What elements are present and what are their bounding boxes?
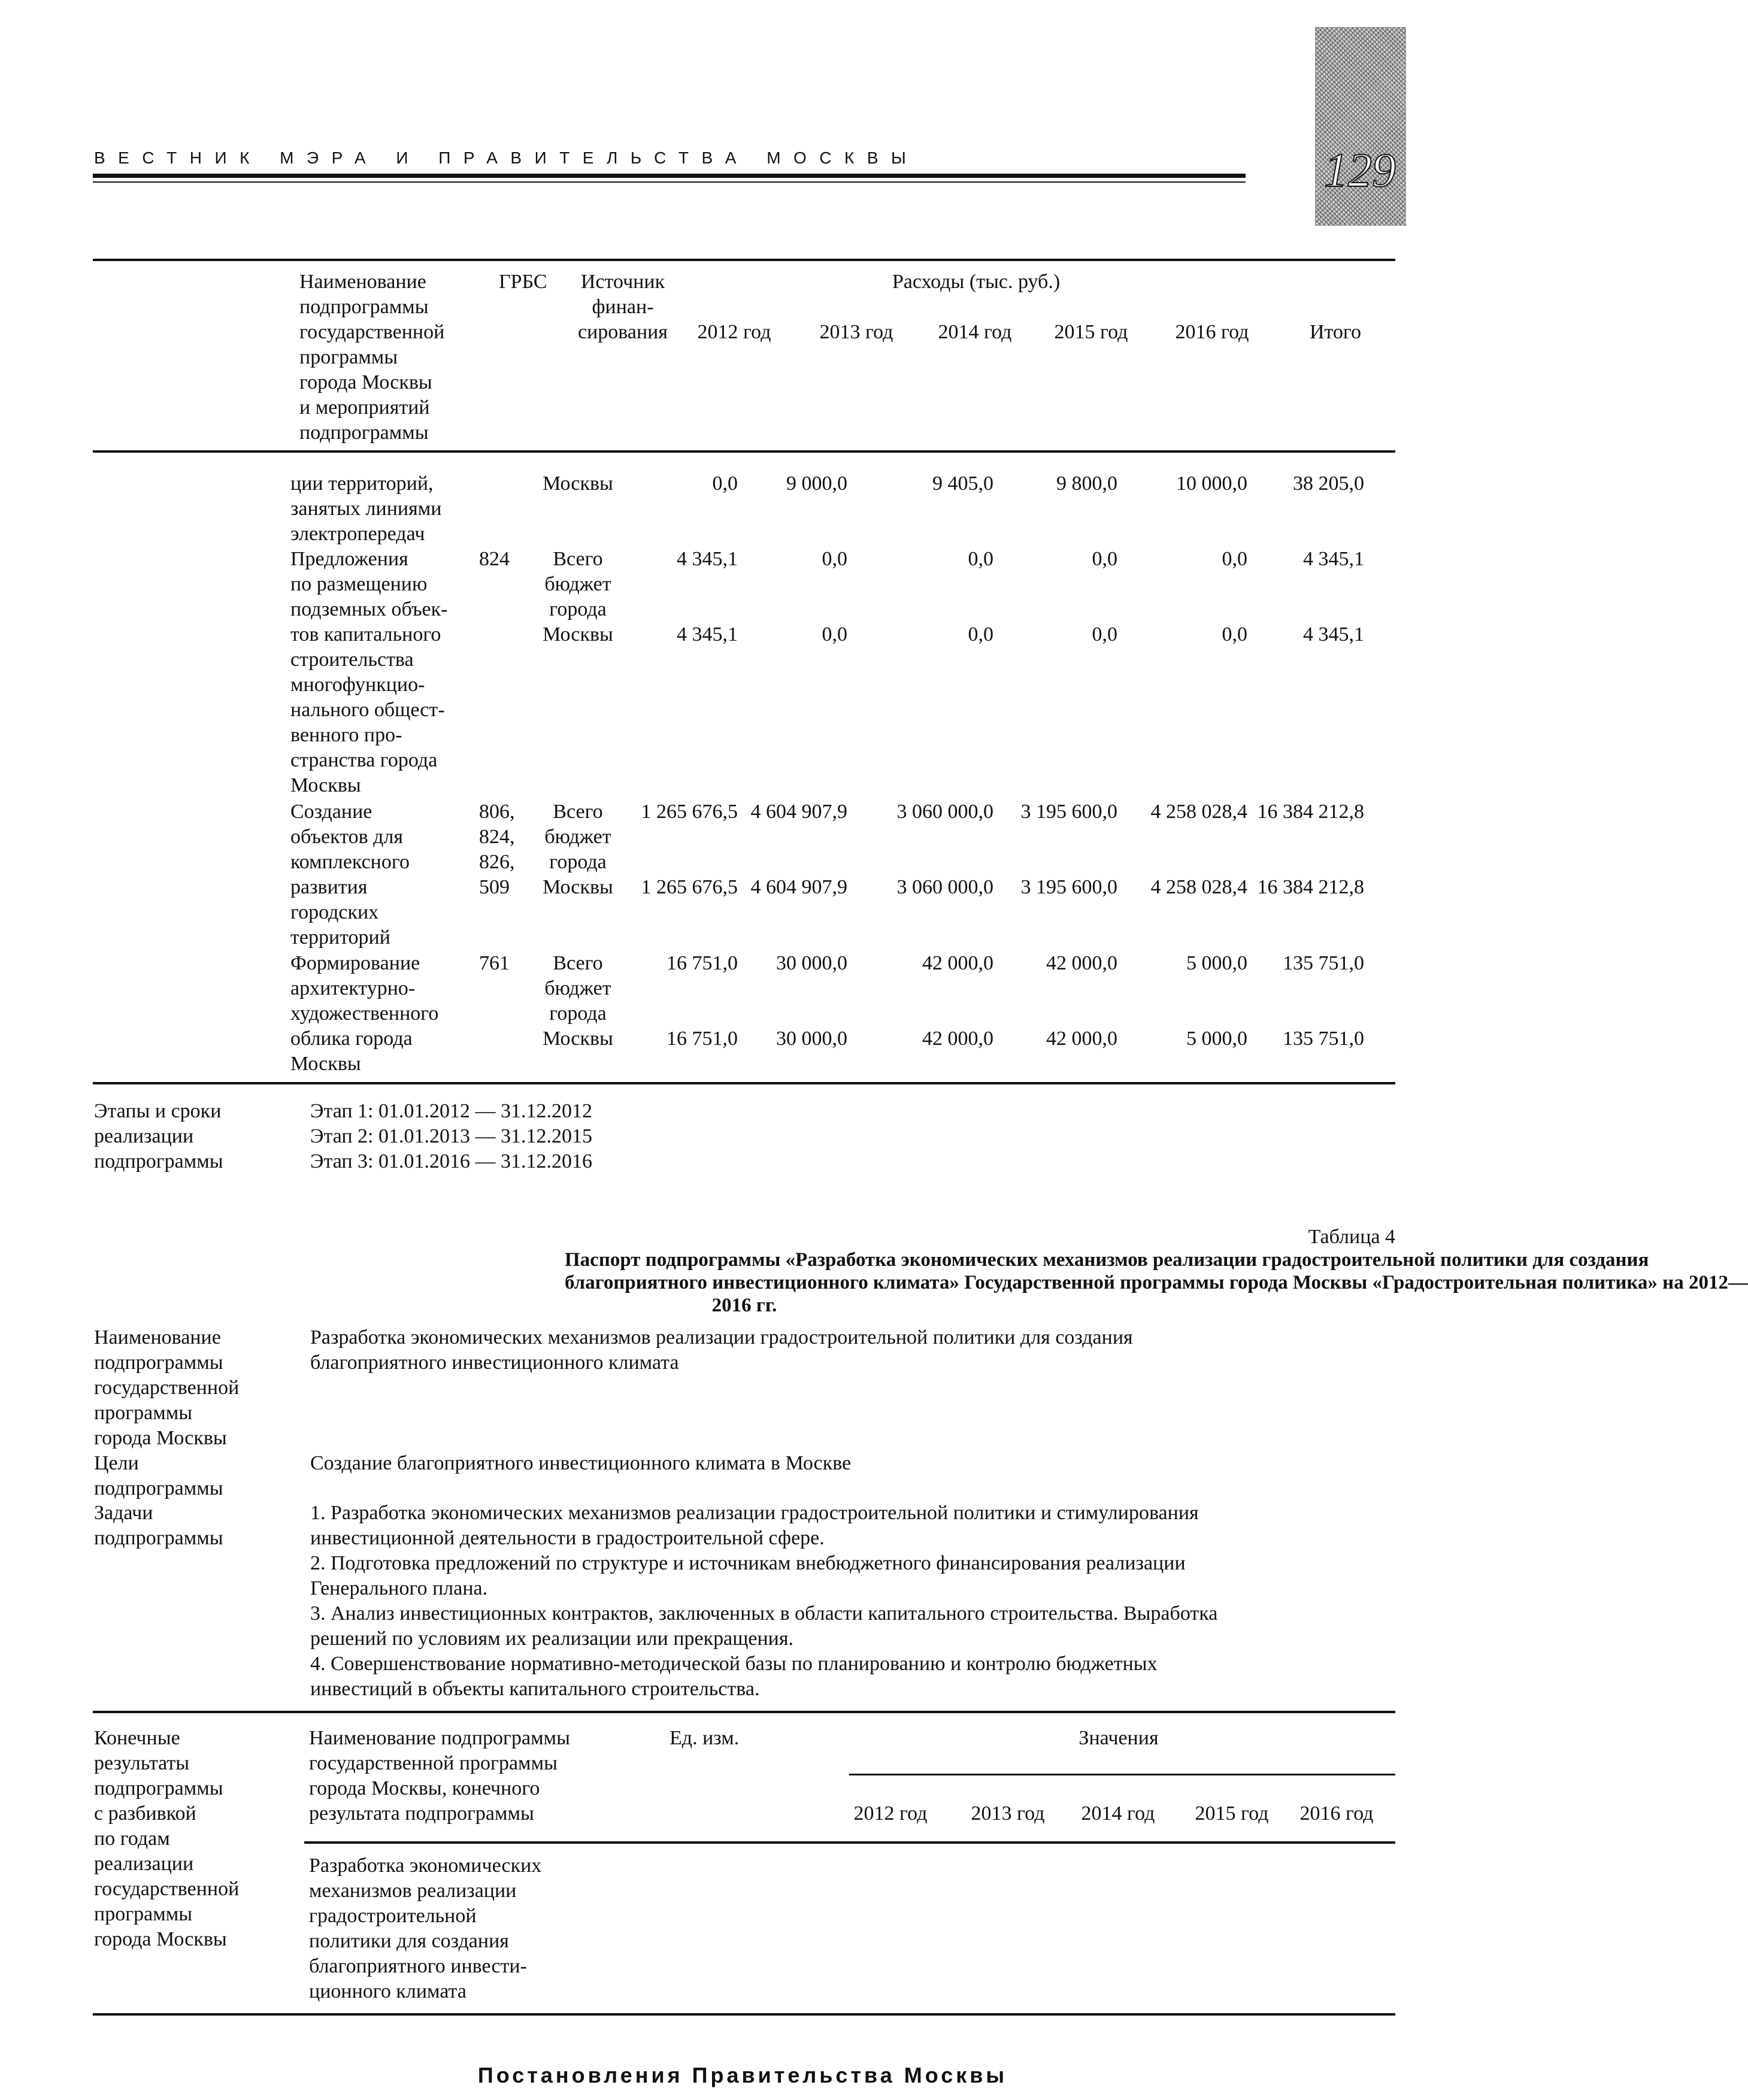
passport-row-text: инвестиций в объекты капитального строительства.	[310, 1678, 760, 1700]
row-name-line: венного про-	[290, 724, 402, 746]
row-grbs: 806,	[479, 801, 515, 823]
results-row-name: Разработка экономических	[309, 1854, 542, 1877]
table-cell-value: 1 265 676,5	[641, 876, 738, 898]
table-cell-value: 3 195 600,0	[1020, 801, 1117, 823]
row-name-line: по размещению	[290, 573, 428, 595]
passport-row-label: Наименование	[94, 1326, 221, 1349]
results-label: программы	[94, 1903, 193, 1925]
results-column-name: города Москвы, конечного	[309, 1777, 540, 1799]
results-header-bottom-rule	[304, 1841, 1395, 1844]
row-name-line: архитектурно-	[290, 977, 416, 999]
table-label: Таблица 4	[1308, 1226, 1395, 1248]
row-name-line: Москвы	[290, 1053, 361, 1075]
passport-row-text: решений по условиям их реализации или прекращения.	[310, 1628, 794, 1650]
table-cell-value: 4 258 028,4	[1150, 801, 1247, 823]
row-name-line: Предложения	[290, 548, 408, 570]
table-cell-value: 42 000,0	[922, 1028, 993, 1050]
row-name-line: художественного	[290, 1002, 439, 1025]
table-cell-value: 42 000,0	[1046, 952, 1117, 974]
table-title-line: благоприятного инвестиционного климата» Государственной программы города Москвы «Градостроительная политика» на 2012—	[565, 1272, 1748, 1293]
table-title-line: 2016 гг.	[711, 1295, 777, 1316]
results-row-name: благоприятного инвести-	[309, 1955, 527, 1977]
passport-row-text: 2. Подготовка предложений по структуре и источникам внебюджетного финансирования реализации	[310, 1552, 1186, 1574]
results-column-name: Наименование подпрограммы	[309, 1727, 570, 1749]
row-source: Москвы	[543, 472, 613, 495]
results-column-unit: Ед. изм.	[669, 1727, 740, 1749]
passport-row-label: города Москвы	[94, 1427, 227, 1449]
column-header-name: государственной	[299, 321, 445, 343]
passport-row-text: Генерального плана.	[310, 1577, 488, 1599]
table-cell-value: 4 345,1	[677, 623, 738, 646]
column-header-name: программы	[299, 346, 398, 368]
row-name-line: объектов для	[290, 826, 404, 848]
results-column-values: Значения	[1079, 1727, 1159, 1749]
table-cell-value: 9 000,0	[786, 472, 847, 495]
row-name-line: комплексного	[290, 851, 410, 873]
table-bottom-rule	[93, 1082, 1395, 1084]
row-source: города	[549, 1002, 607, 1025]
table-cell-value: 3 060 000,0	[896, 801, 993, 823]
results-label: реализации	[94, 1853, 194, 1875]
table-cell-value: 42 000,0	[1046, 1028, 1117, 1050]
table-top-rule	[93, 259, 1395, 261]
table-cell-value: 16 384 212,8	[1257, 876, 1364, 898]
table-cell-value: 4 345,1	[677, 548, 738, 570]
passport-row-label: государственной	[94, 1377, 240, 1399]
row-name-line: ции территорий,	[290, 472, 434, 495]
passport-row-label: подпрограммы	[94, 1351, 223, 1374]
row-name-line: подземных объек-	[290, 598, 448, 620]
stage-item: Этап 1: 01.01.2012 — 31.12.2012	[310, 1100, 593, 1122]
passport-row-text: Разработка экономических механизмов реализации градостроительной политики для создания	[310, 1326, 1133, 1349]
table-cell-value: 0,0	[1222, 548, 1247, 570]
row-source: Всего	[553, 548, 603, 570]
passport-row-text: благоприятного инвестиционного климата	[310, 1351, 679, 1374]
passport-row-label: подпрограммы	[94, 1477, 223, 1499]
row-name-line: городских	[290, 901, 379, 923]
row-source: города	[549, 851, 607, 873]
results-label: государственной	[94, 1878, 240, 1900]
passport-row-label: подпрограммы	[94, 1527, 223, 1549]
header-rule-thick	[93, 174, 1246, 178]
results-label: города Москвы	[94, 1928, 227, 1950]
table-cell-value: 0,0	[822, 548, 847, 570]
results-row-name: ционного климата	[309, 1980, 466, 2002]
row-name-line: многофункцио-	[290, 674, 425, 696]
journal-title: ВЕСТНИК МЭРА И ПРАВИТЕЛЬСТВА МОСКВЫ	[94, 149, 919, 167]
column-header-source: сирования	[577, 321, 668, 343]
stages-label: реализации	[94, 1125, 194, 1147]
passport-row-text: 4. Совершенствование нормативно-методической базы по планированию и контролю бюджетных	[310, 1653, 1158, 1675]
header-rule-thin	[93, 181, 1246, 183]
row-source: Москвы	[543, 876, 613, 898]
row-source: Всего	[553, 801, 603, 823]
row-name-line: нального общест-	[290, 699, 445, 721]
column-header-name: города Москвы	[299, 371, 432, 393]
table-cell-value: 0,0	[1092, 623, 1117, 646]
table-cell-value: 16 751,0	[667, 952, 738, 974]
row-name-line: Формирование	[290, 952, 420, 974]
row-grbs: 761	[479, 952, 510, 974]
results-year: 2015 год	[1195, 1802, 1269, 1825]
table-cell-value: 16 384 212,8	[1257, 801, 1364, 823]
results-column-name: государственной программы	[309, 1752, 558, 1774]
column-header-year: 2014 год	[938, 321, 1012, 343]
column-header-source: финан-	[592, 296, 654, 318]
row-name-line: Москвы	[290, 774, 361, 796]
table-cell-value: 3 060 000,0	[896, 876, 993, 898]
page-number: 129	[1324, 144, 1396, 197]
column-header-year: 2016 год	[1175, 321, 1249, 343]
row-name-line: строительства	[290, 649, 414, 671]
table-cell-value: 3 195 600,0	[1020, 876, 1117, 898]
table-cell-value: 4 604 907,9	[750, 801, 847, 823]
results-year: 2013 год	[971, 1802, 1045, 1825]
table-cell-value: 0,0	[968, 548, 993, 570]
table-cell-value: 16 751,0	[667, 1028, 738, 1050]
passport-row-label: Цели	[94, 1452, 139, 1474]
results-year: 2012 год	[853, 1802, 928, 1825]
row-grbs: 826,	[479, 851, 515, 873]
row-source: бюджет	[544, 573, 611, 595]
table-cell-value: 9 800,0	[1056, 472, 1117, 495]
table-cell-value: 135 751,0	[1283, 952, 1364, 974]
passport-row-text: инвестиционной деятельности в градостроительной сфере.	[310, 1527, 825, 1549]
table-cell-value: 0,0	[1222, 623, 1247, 646]
passport-bottom-rule	[93, 2013, 1395, 2016]
column-header-year: 2012 год	[697, 321, 771, 343]
column-header-year: 2015 год	[1054, 321, 1128, 343]
column-header-year: 2013 год	[819, 321, 893, 343]
row-grbs: 824,	[479, 826, 515, 848]
results-row-name: политики для создания	[309, 1930, 509, 1952]
stage-item: Этап 2: 01.01.2013 — 31.12.2015	[310, 1125, 593, 1147]
table-cell-value: 4 604 907,9	[750, 876, 847, 898]
row-source: Москвы	[543, 623, 613, 646]
passport-row-text: 1. Разработка экономических механизмов реализации градостроительной политики и стимулирования	[310, 1502, 1199, 1524]
row-source: бюджет	[544, 977, 611, 999]
row-source: города	[549, 598, 607, 620]
table-cell-value: 9 405,0	[932, 472, 993, 495]
row-name-line: Создание	[290, 801, 372, 823]
passport-row-text: 3. Анализ инвестиционных контрактов, заключенных в области капитального строительства. Выработка	[310, 1602, 1218, 1625]
row-grbs: 824	[479, 548, 510, 570]
table-cell-value: 4 258 028,4	[1150, 876, 1247, 898]
row-name-line: тов капитального	[290, 623, 441, 646]
table-cell-value: 4 345,1	[1303, 548, 1364, 570]
column-header-year: Итого	[1309, 321, 1362, 343]
row-name-line: территорий	[290, 926, 390, 949]
column-header-name: подпрограммы	[299, 296, 429, 318]
results-values-rule	[849, 1774, 1395, 1775]
passport-row-text: Создание благоприятного инвестиционного климата в Москве	[310, 1452, 852, 1474]
table-header-bottom-rule	[93, 450, 1395, 453]
table-cell-value: 5 000,0	[1186, 952, 1247, 974]
column-header-name: и мероприятий	[299, 396, 430, 419]
table-cell-value: 0,0	[968, 623, 993, 646]
stage-item: Этап 3: 01.01.2016 — 31.12.2016	[310, 1150, 593, 1172]
table-cell-value: 0,0	[712, 472, 738, 495]
row-source: Москвы	[543, 1028, 613, 1050]
results-label: подпрограммы	[94, 1777, 223, 1799]
results-label: с разбивкой	[94, 1802, 196, 1825]
table-cell-value: 135 751,0	[1283, 1028, 1364, 1050]
row-name-line: развития	[290, 876, 368, 898]
table-title-line: Паспорт подпрограммы «Разработка экономических механизмов реализации градостроительной политики для создания	[565, 1249, 1649, 1271]
row-source: бюджет	[544, 826, 611, 848]
column-header-name: Наименование	[299, 271, 426, 293]
results-year: 2016 год	[1299, 1802, 1374, 1825]
column-header-expenses: Расходы (тыс. руб.)	[892, 271, 1061, 293]
row-source: Всего	[553, 952, 603, 974]
table-cell-value: 30 000,0	[776, 952, 847, 974]
results-label: результаты	[94, 1752, 190, 1774]
results-year: 2014 год	[1081, 1802, 1155, 1825]
column-header-grbs: ГРБС	[499, 271, 547, 293]
results-label: Конечные	[94, 1727, 180, 1749]
passport-row-label: Задачи	[94, 1502, 153, 1524]
table-cell-value: 0,0	[1092, 548, 1117, 570]
table-cell-value: 42 000,0	[922, 952, 993, 974]
footer-title: Постановления Правительства Москвы	[477, 2063, 1008, 2087]
stages-label: Этапы и сроки	[94, 1100, 222, 1122]
row-name-line: занятых линиями	[290, 498, 442, 520]
passport-rule-middle	[93, 1711, 1395, 1713]
table-cell-value: 38 205,0	[1293, 472, 1364, 495]
table-cell-value: 10 000,0	[1176, 472, 1247, 495]
column-header-name: подпрограммы	[299, 422, 429, 444]
results-column-name: результата подпрограммы	[309, 1802, 534, 1825]
results-row-name: механизмов реализации	[309, 1880, 517, 1902]
row-name-line: странства города	[290, 749, 438, 771]
table-cell-value: 5 000,0	[1186, 1028, 1247, 1050]
stages-label: подпрограммы	[94, 1150, 223, 1172]
row-grbs: 509	[479, 876, 510, 898]
results-row-name: градостроительной	[309, 1905, 477, 1927]
passport-row-label: программы	[94, 1402, 193, 1424]
table-cell-value: 30 000,0	[776, 1028, 847, 1050]
row-name-line: облика города	[290, 1028, 413, 1050]
table-cell-value: 0,0	[822, 623, 847, 646]
table-cell-value: 4 345,1	[1303, 623, 1364, 646]
column-header-source: Источник	[580, 271, 665, 293]
results-label: по годам	[94, 1828, 170, 1850]
table-cell-value: 1 265 676,5	[641, 801, 738, 823]
row-name-line: электропередач	[290, 523, 425, 545]
